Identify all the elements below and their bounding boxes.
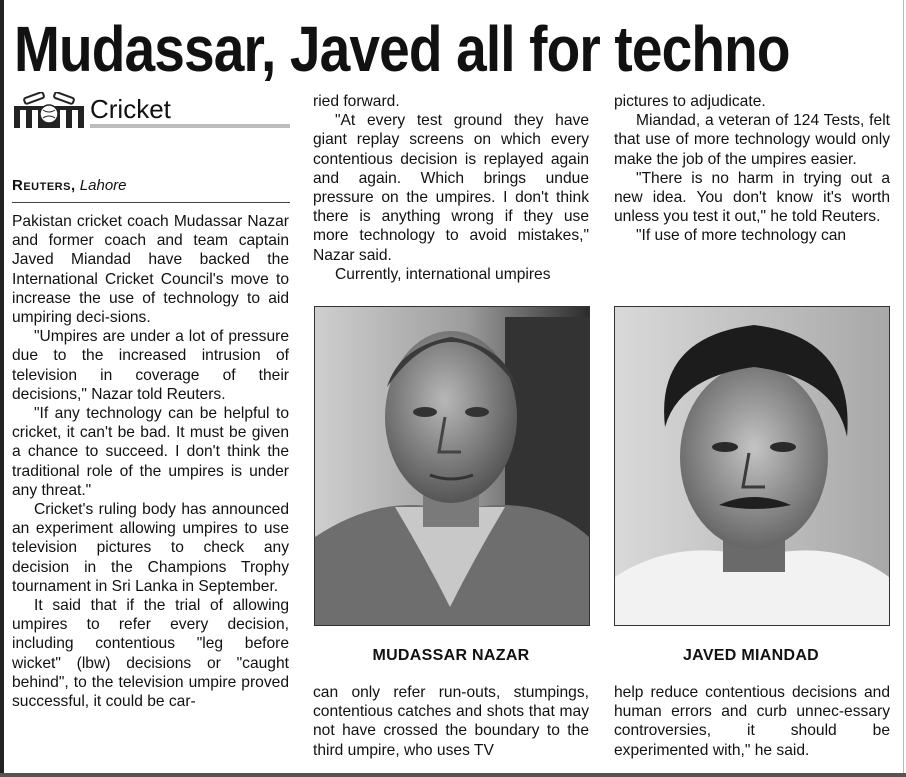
paragraph: can only refer run-outs, stumpings, contentious catches and shots that may not have crossed the boundary to the third umpire, who uses TV (313, 684, 589, 759)
section-tag (12, 90, 290, 130)
article-column-2-top (313, 92, 589, 290)
paragraph: Currently, international umpires (335, 265, 551, 283)
byline-place: Lahore (79, 177, 127, 194)
paragraph: It said that if the trial of allowing umpires to refer every decision, including contentious "leg before wicket" (lbw) decisions or "caught behind", to the television umpire proved successful, it could be car- (12, 597, 289, 711)
byline-agency: Reuters, (12, 177, 76, 194)
photo-caption: MUDASSAR NAZAR (372, 647, 530, 664)
paragraph: Miandad, a veteran of 124 Tests, felt that use of more technology would only make the job of the umpires easier. (614, 112, 890, 168)
paragraph: pictures to adjudicate. (614, 93, 766, 110)
article-column-2-bottom (313, 683, 589, 763)
paragraph: help reduce contentious decisions and human errors and curb unnec-essary controversies, it should be experimented with," he said. (614, 684, 890, 759)
paragraph: Pakistan cricket coach Mudassar Nazar and former coach and team captain Javed Miandad have backed the International Cricket Council's move to increase the use of technology to aid umpiring deci-sions. (12, 213, 289, 327)
paragraph: "If use of more technology can (636, 227, 847, 245)
paragraph: "If any technology can be helpful to cricket, it can't be bad. It must be given a chance to succeed. I don't think the traditional role of the umpires is under any threat." (12, 405, 289, 499)
section-rule (90, 124, 290, 128)
left-border (0, 0, 4, 777)
article-column-3-bottom (614, 683, 890, 763)
headline: Mudassar, Javed all for techno (14, 13, 790, 85)
section-label: Cricket (90, 94, 171, 124)
paragraph: Cricket's ruling body has announced an experiment allowing umpires to use television pictures to check any decision in the Champions Trophy tournament in Sri Lanka in September. (12, 501, 289, 595)
byline (12, 177, 127, 195)
portrait-image (615, 307, 889, 625)
paragraph: "There is no harm in trying out a new idea. You don't know it's worth unless you test it out," he told Reuters. (614, 169, 890, 226)
paragraph: "Umpires are under a lot of pressure due to the increased intrusion of television in coverage of their decisions," Nazar told Reuters. (12, 328, 289, 403)
photo-mudassar-nazar (314, 306, 590, 626)
portrait-image (315, 307, 589, 625)
article-column-1 (12, 212, 289, 764)
photo-javed-miandad (614, 306, 890, 626)
byline-rule (12, 202, 290, 203)
cricket-bats-ball-icon (12, 92, 86, 128)
bottom-rule (0, 773, 906, 777)
photo-caption: JAVED MIANDAD (682, 647, 820, 664)
paragraph: ried forward. (313, 93, 400, 110)
paragraph: "At every test ground they have giant replay screens on which every contentious decision is replayed again and again. Which brings undue pressure on the umpires. I don't think there is anything wrong if they use more technology to avoid mistakes," Nazar said. (313, 112, 589, 264)
right-border (903, 0, 904, 777)
article-column-3-top (614, 92, 890, 290)
